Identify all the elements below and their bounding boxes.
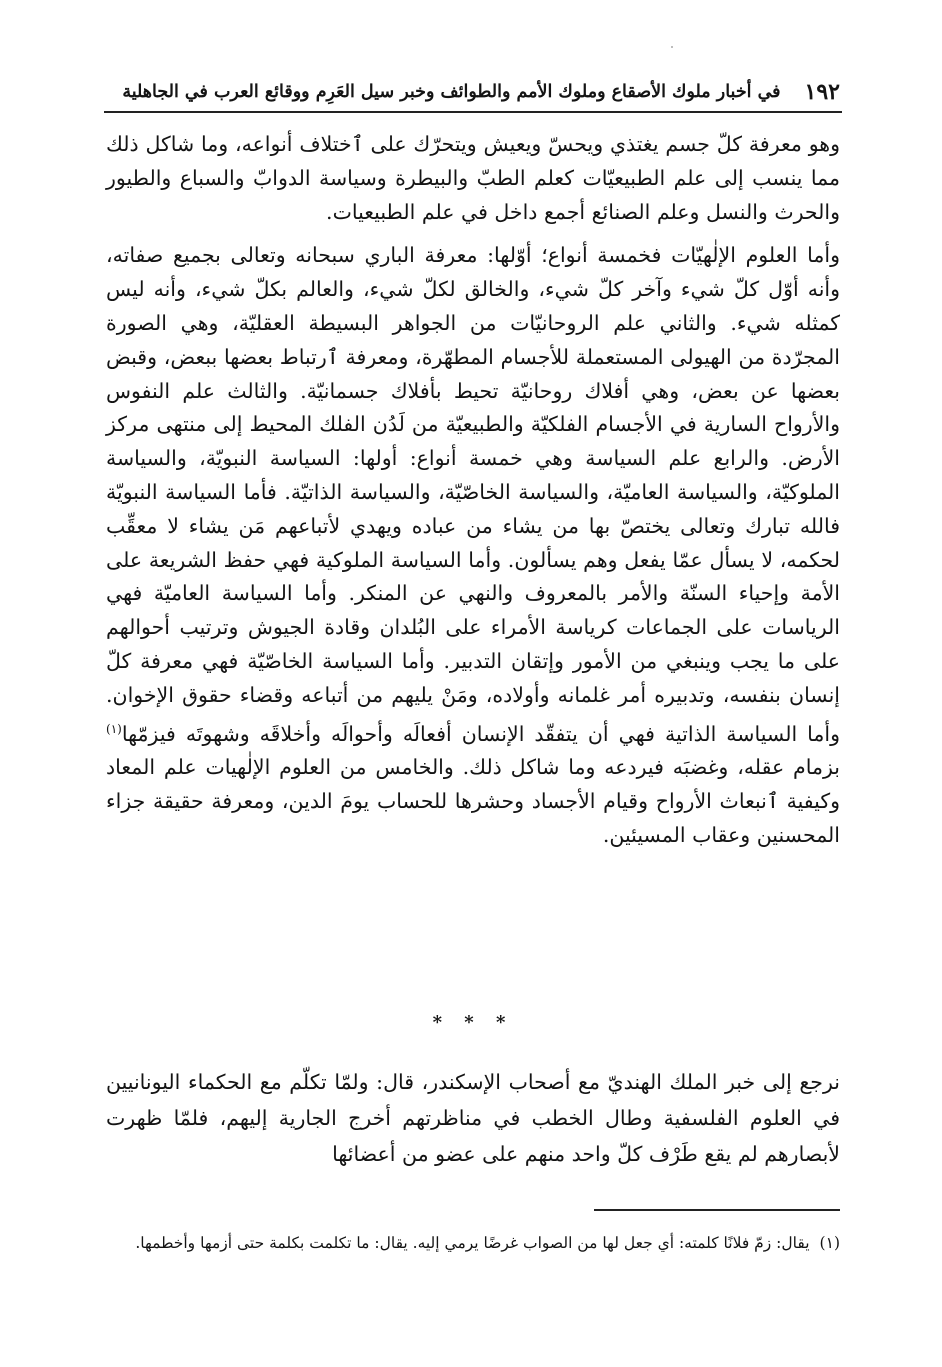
main-text-continued bbox=[106, 1064, 840, 1172]
section-separator: * * * bbox=[432, 1012, 514, 1033]
page-number: ١٩٢ bbox=[804, 79, 840, 105]
paragraph-3: نرجع إلى خبر الملك الهنديّ مع أصحاب الإسكندر، قال: ولمّا تكلّم مع الحكماء اليونانيين في العلوم الفلسفية وطال الخطب في مناظرتهم أخرج الجارية إليهم، فلمّا ظهرت لأبصارهم لم يقع طَرْف كلّ واحد منهم على عضو من أعضائها bbox=[106, 1070, 840, 1166]
paragraph-2-continuation: بزمام عقله، وغضبَه فيردعه وما شاكل ذلك. والخامس من العلوم الإلٰهيات علم المعاد وكيفية ٱنبعاث الأرواح وقيام الأجساد وحشرها للحساب يومَ الدين، ومعرفة حقيقة جزاء المحسنين وعقاب المسيئين. bbox=[106, 755, 840, 847]
footnote-reference: (١) bbox=[106, 721, 122, 736]
paragraph-2-text: وأما العلوم الإلٰهيّات فخمسة أنواع؛ أوّلها: معرفة الباري سبحانه وتعالى بجميع صفاته، وأنه أوّل كلّ شيء وآخر كلّ شيء، والخالق لكلّ شيء، والعالم بكلّ شيء، وأنه ليس كمثله شيء. والثاني علم الروحانيّات من الجواهر البسيطة العقليّة، وهي الصورة المجرّدة من الهيولى المستعملة للأجسام المطهّرة، ومعرفة ٱرتباط بعضها ببعض، وقبض بعضها عن بعض، وهي أفلاك روحانيّة تحيط بأفلاك جسمانيّة. والثالث علم النفوس والأرواح السارية في الأجسام الفلكيّة والطبيعيّة من لَدُن الفلك المحيط إلى منتهى مركز الأرض. والرابع علم السياسة وهي خمسة أنواع: أولها: السياسة النبويّة، والسياسة الملوكيّة، والسياسة العاميّة، والسياسة الخاصّيّة، والسياسة الذاتيّة. فأما السياسة النبويّة فالله تبارك وتعالى يختصّ بها من يشاء من عباده ويهدي لأتباعهم مَن يشاء لا معقِّب لحكمه، لا يسأل عمّا يفعل وهم يسألون. وأما السياسة الملوكية فهي حفظ الشريعة على الأمة وإحياء السنّة والأمر بالمعروف والنهي عن المنكر. وأما السياسة العاميّة فهي الرياسات على الجماعات كرياسة الأمراء على البُلدان وقادة الجيوش وترتيب أحوالهم على ما يجب وينبغي من الأمور وإتقان التدبير. وأما السياسة الخاصّيّة فهي معرفة كلّ إنسان بنفسه، وتدبيره أمر غلمانه وأولاده، ومَنْ يليهم من أتباعه وقضاء حقوق الإخوان. وأما السياسة الذاتية فهي أن يتفقّد الإنسان أفعالَه وأحوالَه وأخلاقَه وشهوتَه فيزمّها bbox=[106, 243, 840, 746]
scan-speck bbox=[671, 46, 673, 48]
footnote-rule bbox=[594, 1209, 840, 1211]
paragraph-1: وهو معرفة كلّ جسم يغتذي ويحسّ ويعيش ويتحرّك على ٱختلاف أنواعه، وما شاكل ذلك مما ينسب إلى علم الطبيعيّات كعلم الطبّ والبيطرة وسياسة الدوابّ والسباع والطيور والحرث والنسل وعلم الصنائع أجمع داخل في علم الطبيعيات. bbox=[106, 132, 840, 224]
running-header bbox=[104, 76, 840, 108]
running-title: في أخبار ملوك الأصقاع وملوك الأمم والطوائف وخبر سيل العَرِم ووقائع العرب في الجاهلية bbox=[122, 82, 781, 102]
main-text bbox=[106, 128, 840, 853]
footnote-marker: (١) bbox=[819, 1234, 840, 1252]
footnote-text: يقال: زمّ فلانًا كلمته: أي جعل لها من الصواب غرضًا يرمي إليه. يقال: ما تكلمت بكلمة حتى أزمها وأخطمها. bbox=[135, 1234, 810, 1252]
paragraph-2 bbox=[106, 239, 840, 852]
header-rule bbox=[104, 111, 842, 113]
footnote bbox=[104, 1226, 840, 1260]
